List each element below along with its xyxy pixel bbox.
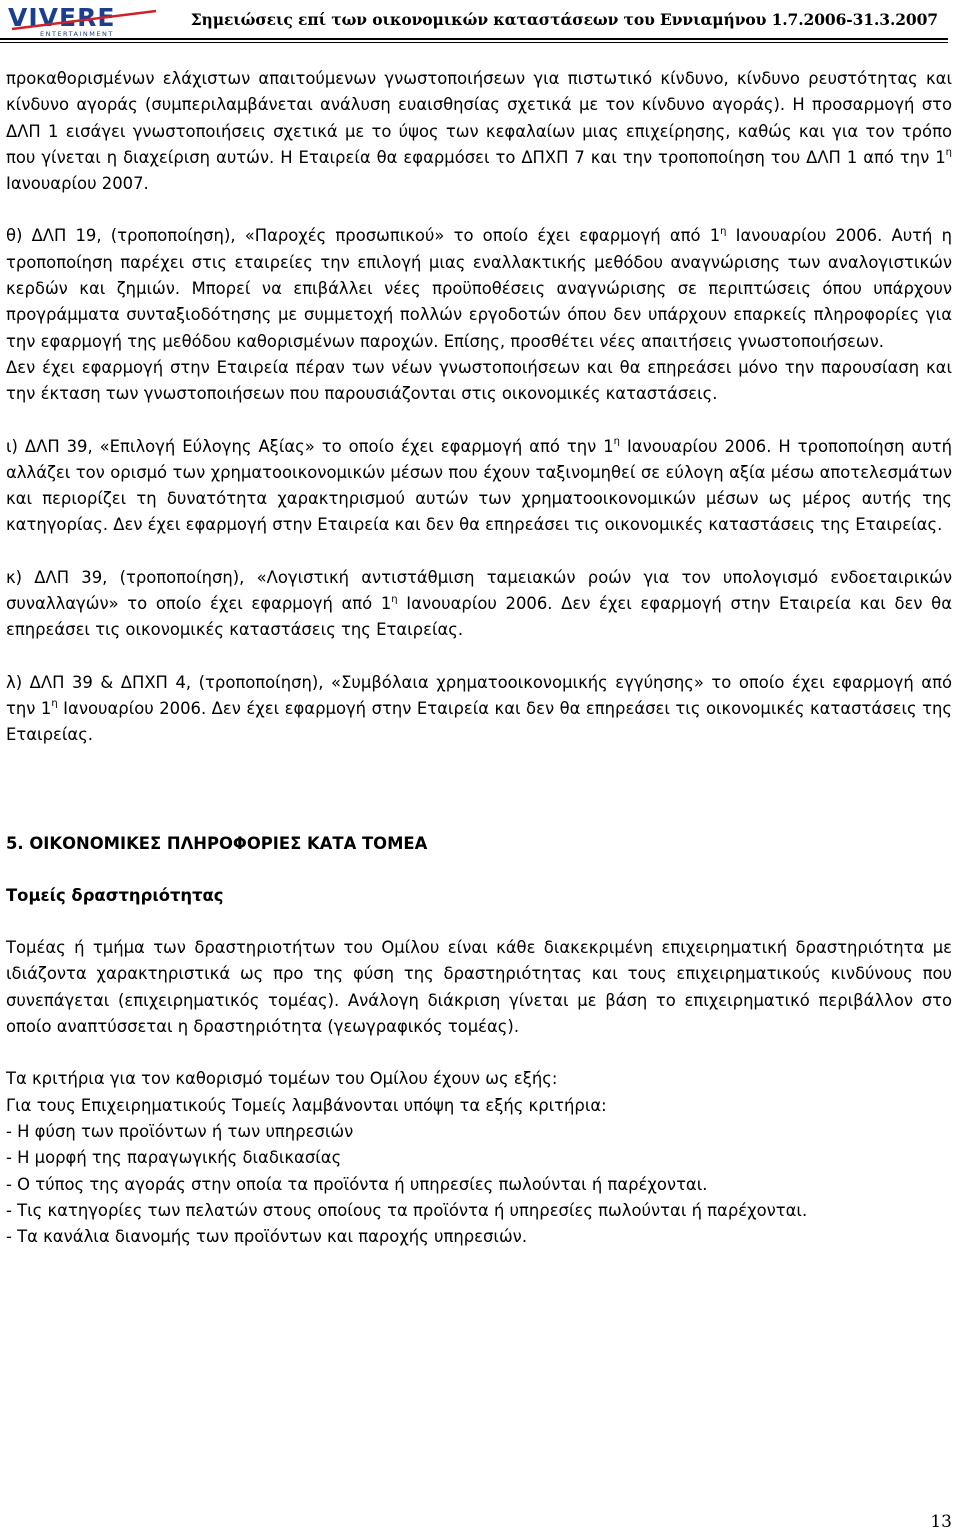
paragraph-ias39-hedge: κ) ΔΛΠ 39, (τροποποίηση), «Λογιστική αντιστάθμιση ταμειακών ροών για τον υπολογισμό ενδοεταιρικών συναλλαγών» το οποίο έχει εφαρμογή από $1^\eta$ Ιανουαρίου 2006. Δεν έχει εφαρμογή στην Εταιρεία και δεν θα επηρεάσει τις οικονομικές καταστάσεις της Εταιρείας.	[6, 567, 953, 640]
list-item: - Η φύση των προϊόντων ή των υπηρεσιών	[6, 1121, 354, 1141]
list-item: - Ο τύπος της αγοράς στην οποία τα προϊόντα ή υπηρεσίες πωλούνται ή παρέχονται.	[6, 1174, 708, 1194]
logo-subtitle: ENTERTAINMENT	[40, 30, 114, 38]
page-number: 13	[930, 1512, 952, 1532]
vivere-logo	[6, 2, 164, 38]
criteria-heading: Για τους Επιχειρηματικούς Τομείς λαμβάνονται υπόψη τα εξής κριτήρια:	[6, 1095, 607, 1115]
paragraph-ias39-fair-value: ι) ΔΛΠ 39, «Επιλογή Εύλογης Αξίας» το οποίο έχει εφαρμογή από την $1^\eta$ Ιανουαρίου 2006. Η τροποποίηση αυτή αλλάζει τον ορισμό των χρηματοοικονομικών μέσων που έχουν ταξινομηθεί σε εύλογη αξία μέσω αποτελεσμάτων και περιορίζει τη δυνατότητα χαρακτηρισμού αυτών των χρηματοοικονομικών μέσων ως μέρος αυτής της κατηγορίας. Δεν έχει εφαρμογή στην Εταιρεία και δεν θα επηρεάσει τις οικονομικές καταστάσεις της Εταιρείας.	[6, 436, 952, 535]
list-item: - Η μορφή της παραγωγικής διαδικασίας	[6, 1148, 342, 1168]
header-rule-thin	[0, 42, 948, 43]
paragraph-ias19: θ) ΔΛΠ 19, (τροποποίηση), «Παροχές προσωπικού» το οποίο έχει εφαρμογή από $1^\eta$ Ιανουαρίου 2006. Αυτή η τροποποίηση παρέχει στις εταιρείες την επιλογή μιας εναλλακτικής μεθόδου αναγνώρισης των αναλογιστικών κερδών και ζημιών. Μπορεί να επιβάλλει νέες προϋποθέσεις αναγνώρισης σε περιπτώσεις όπου υπάρχουν προγράμματα συνταξιοδότησης με συμμετοχή πολλών εργοδοτών όπου δεν υπάρχουν επαρκείς πληροφορίες για την εφαρμογή της μεθόδου καθορισμένων παροχών. Επίσης, προσθέτει νέες απαιτήσεις γνωστοποιήσεων.	[6, 226, 952, 351]
paragraph-ias39-ifrs4: λ) ΔΛΠ 39 & ΔΠΧΠ 4, (τροποποίηση), «Συμβόλαια χρηματοοικονομικής εγγύησης» το οποίο έχει εφαρμογή από την $1^\eta$ Ιανουαρίου 2006. Δεν έχει εφαρμογή στην Εταιρεία και δεν θα επηρεάσει τις οικονομικές καταστάσεις της Εταιρείας.	[6, 672, 952, 745]
header-rule	[0, 38, 948, 40]
subheading: Τομείς δραστηριότητας	[6, 885, 224, 905]
paragraph-segments: Τομέας ή τμήμα των δραστηριοτήτων του Ομίλου είναι κάθε διακεκριμένη επιχειρηματική δραστηριότητα με ιδιάζοντα χαρακτηριστικά ως προ της φύση της δραστηριότητας και τους επιχειρηματικούς κινδύνους που συνεπάγεται (επιχειρηματικός τομέας). Ανάλογη διάκριση γίνεται με βάση το επιχειρηματικό περιβάλλον στο οποίο αναπτύσσεται η δραστηριότητα (γεωγραφικός τομέας).	[6, 938, 952, 1037]
page-header	[0, 0, 960, 46]
document-body	[6, 66, 952, 1250]
list-item: - Τα κανάλια διανομής των προϊόντων και παροχής υπηρεσιών.	[6, 1227, 528, 1247]
criteria-list	[6, 1093, 952, 1251]
document-title: Σημειώσεις επί των οικονομικών καταστάσεων του Εννιαμήνου 1.7.2006-31.3.2007	[190, 10, 938, 29]
logo-wordmark: VIVERE	[8, 3, 116, 32]
list-item: - Τις κατηγορίες των πελατών στους οποίους τα προϊόντα ή υπηρεσίες πωλούνται ή παρέχονται.	[6, 1200, 808, 1220]
paragraph-ias19-effect: Δεν έχει εφαρμογή στην Εταιρεία πέραν των νέων γνωστοποιήσεων και θα επηρεάσει μόνο την παρουσίαση και την έκταση των γνωστοποιήσεων που παρουσιάζονται στις οικονομικές καταστάσεις.	[6, 357, 952, 404]
paragraph-criteria-intro: Τα κριτήρια για τον καθορισμό τομέων του Ομίλου έχουν ως εξής:	[6, 1069, 558, 1089]
paragraph-dlp1: προκαθορισμένων ελάχιστων απαιτούμενων γνωστοποιήσεων για πιστωτικό κίνδυνο, κίνδυνο ρευστότητας και κίνδυνο αγοράς (συμπεριλαμβάνεται ανάλυση ευαισθησίας σχετικά με τον κίνδυνο αγοράς). Η προσαρμογή στο ΔΛΠ 1 εισάγει γνωστοποιήσεις σχετικά με το ύψος των κεφαλαίων μιας επιχείρησης, καθώς και για τον τρόπο που γίνεται η διαχείριση αυτών. Η Εταιρεία θα εφαρμόσει το ΔΠΧΠ 7 και την τροποποίηση του ΔΛΠ 1 από την $1^\eta$ Ιανουαρίου 2007.	[6, 69, 952, 194]
section-title: 5. ΟΙΚΟΝΟΜΙΚΕΣ ΠΛΗΡΟΦΟΡΙΕΣ ΚΑΤΑ ΤΟΜΕΑ	[6, 833, 428, 853]
